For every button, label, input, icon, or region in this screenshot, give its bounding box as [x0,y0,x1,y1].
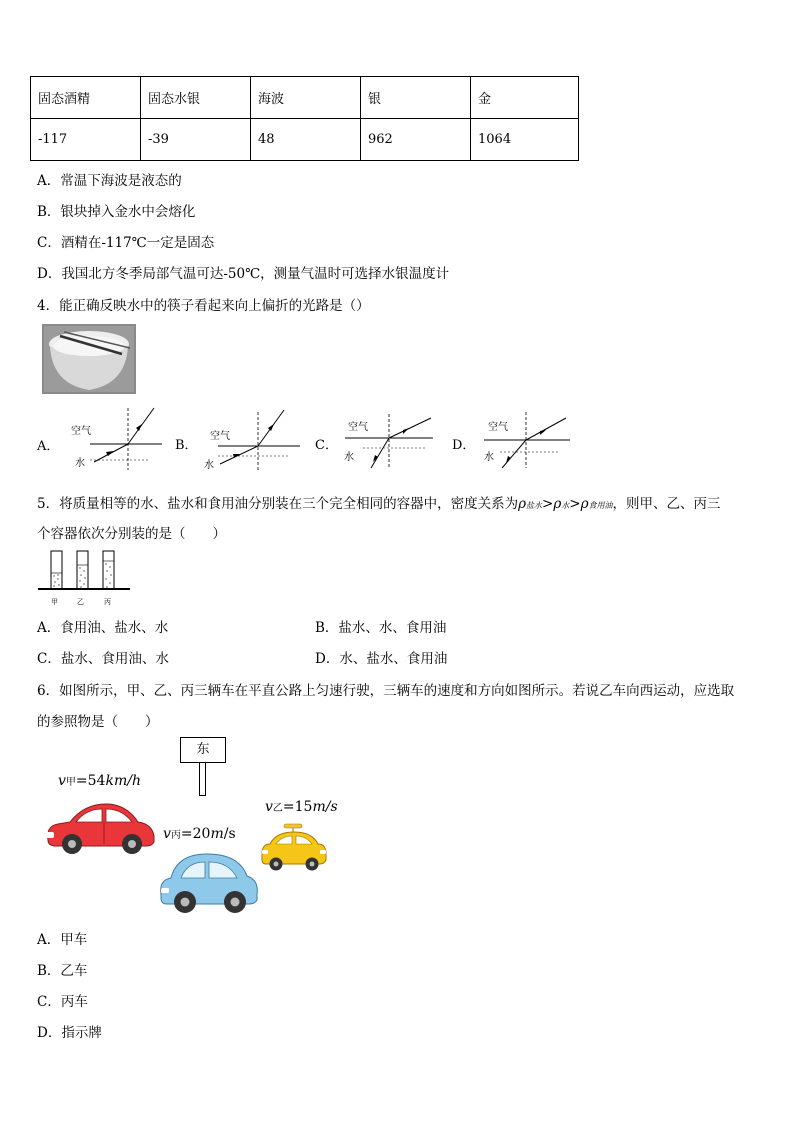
table-cell: -117 [31,119,141,161]
subscript-water: 水 [561,501,570,510]
car-jia-speed [58,773,141,789]
table-cell: 1064 [471,119,579,161]
gt-symbol: > [542,496,554,512]
diagram-d [482,410,572,470]
car-bing-unit: /s [223,826,236,842]
q3-option-a: A．常温下海波是液态的 [37,173,182,189]
q4-option-b-label: B． [175,438,198,453]
melting-point-table [30,76,579,161]
gt-symbol: > [569,496,581,512]
table-row [31,119,579,161]
q6-stem-line1: 6．如图所示，甲、乙、丙三辆车在平直公路上匀速行驶，三辆车的速度和方向如图所示。若说乙车向西运动，应选取 [37,683,735,699]
car-jia-unit: km/h [105,773,141,789]
car-bing-value: =20 [180,826,211,842]
subscript-saltwater: 盐水 [526,501,543,510]
table-header-row [31,77,579,119]
yellow-car-yi [258,822,330,872]
jar-label: 丙 [104,598,111,606]
direction-sign: 东 [180,737,226,763]
air-label: 空气 [71,426,91,437]
q4-option-d-label: D． [452,438,476,453]
q5-stem-text: 5．将质量相等的水、盐水和食用油分别装在三个完全相同的容器中，密度关系为 [37,496,519,512]
chopsticks-bowl-photo [42,324,136,394]
water-label: 水 [75,458,85,469]
table-cell: 固态酒精 [31,77,141,119]
v-symbol: v [163,826,171,842]
car-bing-unit: m [210,826,224,842]
water-label: 水 [344,452,354,463]
q5-option-b: B．盐水、水、食用油 [315,620,447,636]
car-bing-speed [163,826,236,842]
sign-post [199,762,206,796]
table-cell: 海波 [251,77,361,119]
q6-option-d: D．指示牌 [37,1025,102,1041]
q3-option-b: B．银块掉入金水中会熔化 [37,204,196,220]
q4-option-a-label: A． [37,439,60,454]
car-bing-subscript: 丙 [170,830,181,841]
air-label: 空气 [210,431,230,442]
table-cell: 金 [471,77,579,119]
water-label: 水 [204,460,214,471]
table-cell: 48 [251,119,361,161]
table-cell: -39 [141,119,251,161]
diagram-c [345,412,435,470]
q6-option-b: B．乙车 [37,963,88,979]
v-symbol: v [58,773,66,789]
table-cell: 银 [361,77,471,119]
air-label: 空气 [348,422,368,433]
q5-stem-text: ，则甲、乙、丙三 [612,496,721,512]
car-yi-value: =15 [282,799,313,815]
q5-option-d: D．水、盐水、食用油 [315,651,448,667]
rho-symbol: ρ [518,496,527,512]
subscript-oil: 食用油 [588,501,613,510]
car-yi-speed [265,799,338,815]
q5-stem-line2: 个容器依次分别装的是（ ） [37,526,226,542]
table-cell: 962 [361,119,471,161]
jar-label: 乙 [77,598,84,606]
rho-symbol: ρ [553,496,562,512]
car-yi-unit: m/s [312,799,338,815]
car-jia-value: =54 [75,773,106,789]
air-label: 空气 [488,422,508,433]
blue-car-bing [155,848,261,916]
table-cell: 固态水银 [141,77,251,119]
diagram-a [90,404,166,472]
q3-option-c: C．酒精在-117℃一定是固态 [37,235,215,251]
jar-label: 甲 [51,598,58,606]
diagram-b [218,406,302,472]
q5-option-a: A．食用油、盐水、水 [37,620,169,636]
q6-option-a: A．甲车 [37,932,88,948]
q5-option-c: C．盐水、食用油、水 [37,651,169,667]
car-yi-subscript: 乙 [272,803,283,814]
v-symbol: v [265,799,273,815]
q6-option-c: C．丙车 [37,994,88,1010]
q4-option-c-label: C． [315,438,338,453]
q6-stem-line2: 的参照物是（ ） [37,714,159,730]
q3-option-d: D．我国北方冬季局部气温可达-50℃，测量气温时可选择水银温度计 [37,266,450,282]
car-jia-subscript: 甲 [65,777,76,788]
water-label: 水 [484,452,494,463]
q5-stem-line1 [37,492,721,512]
q4-stem: 4．能正确反映水中的筷子看起来向上偏折的光路是（） [37,298,370,314]
three-containers-figure [38,549,132,597]
red-car-jia [44,798,156,856]
rho-symbol: ρ [580,496,589,512]
